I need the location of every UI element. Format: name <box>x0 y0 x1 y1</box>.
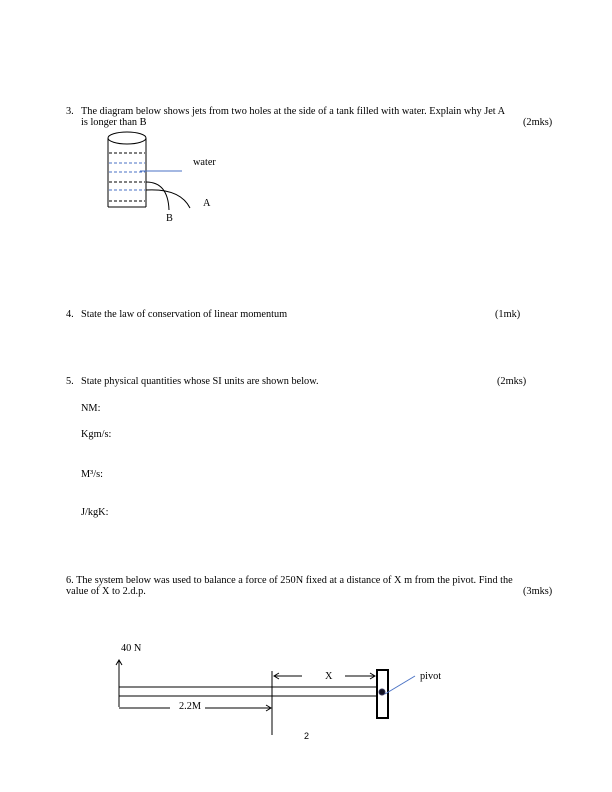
q6-text-line2: value of X to 2.d.p. <box>66 586 146 597</box>
pivot-pointer-line <box>385 676 415 694</box>
label-distance: 2.2M <box>179 701 202 712</box>
tank-diagram <box>108 132 190 210</box>
q5-unit: Kgm/s: <box>81 429 112 440</box>
q3-text-line2: is longer than B <box>81 117 147 128</box>
label-jet-a: A <box>203 198 211 209</box>
q5-marks: (2mks) <box>497 376 527 387</box>
q4-marks: (1mk) <box>495 309 521 320</box>
q3-marks: (2mks) <box>523 117 553 128</box>
page-number: 2 <box>304 731 310 741</box>
label-pivot: pivot <box>420 671 442 682</box>
label-jet-b: B <box>166 213 173 224</box>
beam-diagram <box>116 660 415 735</box>
q6-marks: (3mks) <box>523 586 553 597</box>
q5-unit: J/kgK: <box>81 507 109 518</box>
jet-b <box>146 182 169 210</box>
q5-number: 5. <box>66 376 74 387</box>
q3-text-line1: The diagram below shows jets from two holes at the side of a tank filled with water. Explain why Jet A <box>81 106 506 117</box>
q4-number: 4. <box>66 309 74 320</box>
q5-text: State physical quantities whose SI units are shown below. <box>81 376 319 387</box>
q6-text-line1: 6. The system below was used to balance a force of 250N fixed at a distance of X m from the pivot. Find the <box>66 575 513 586</box>
q5-unit: M³/s: <box>81 469 103 480</box>
label-water: water <box>193 157 216 168</box>
label-x: X <box>325 671 333 682</box>
q4-text: State the law of conservation of linear momentum <box>81 309 288 320</box>
q3-number: 3. <box>66 106 74 117</box>
q5-unit: NM: <box>81 403 101 414</box>
label-force: 40 N <box>121 643 142 654</box>
